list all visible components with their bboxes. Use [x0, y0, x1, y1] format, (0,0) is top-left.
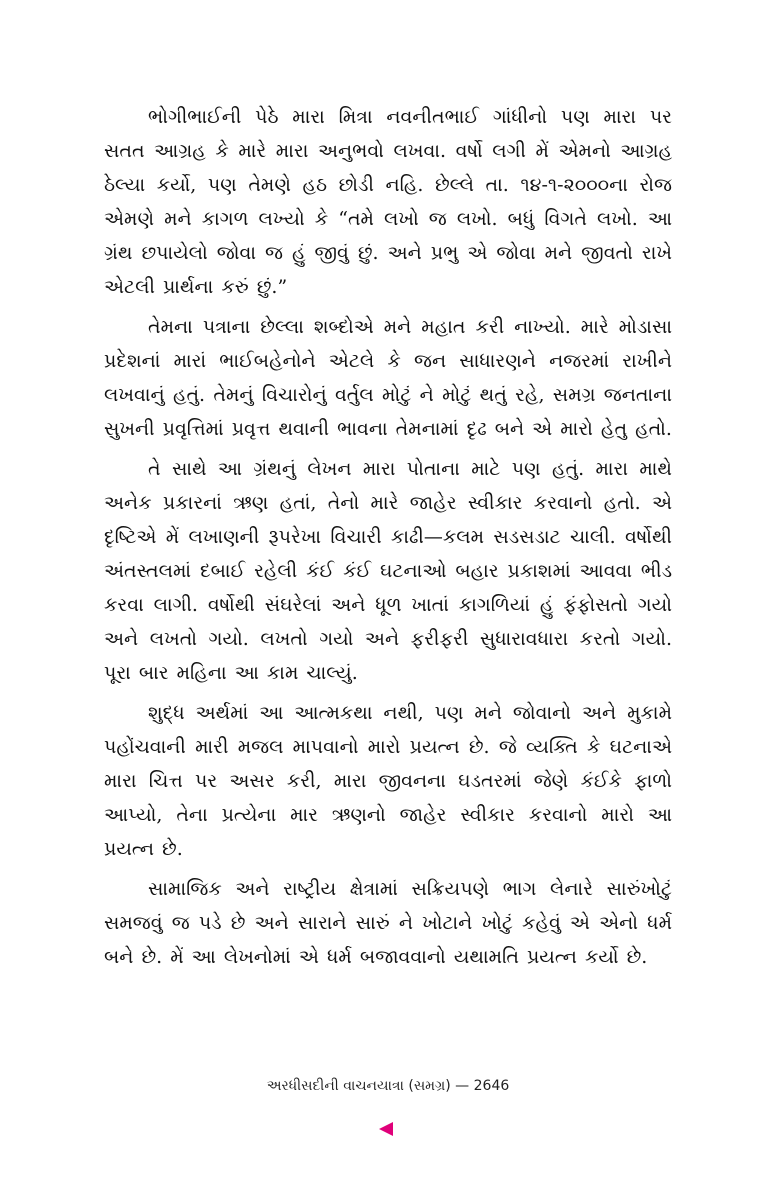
paragraph-1: ભોગીભાઈની પેઠે મારા મિત્રા નવનીતભાઈ ગાંધીનો પણ મારા પર સતત આગ્રહ કે મારે મારા અનુભવો લખવા. વર્ષો લગી મેં એમનો આગ્રહ ઠેલ્યા કર્યો, પણ તેમણે હઠ છોડી નહિ. છેલ્લે તા. ૧૪-૧-૨૦૦૦ના રોજ એમણે મને કાગળ લખ્યો કે “તમે લખો જ લખો. બધું વિગતે લખો. આ ગ્રંથ છપાયેલો જોવા જ હું જીવું છું. અને પ્રભુ એ જોવા મને જીવતો રાખે એટલી પ્રાર્થના કરું છું.” — [104, 106, 672, 298]
paragraph-3: તે સાથે આ ગ્રંથનું લેખન મારા પોતાના માટે પણ હતું. મારા માથે અનેક પ્રકારનાં ઋણ હતાં, તેનો મારે જાહેર સ્વીકાર કરવાનો હતો. એ દૃષ્ટિએ મેં લખાણની રૂપરેખા વિચારી કાઢી—કલમ સડસડાટ ચાલી. વર્ષોથી અંતસ્તલમાં દબાઈ રહેલી કંઈ કંઈ ઘટનાઓ બહાર પ્રકાશમાં આવવા ભીડ કરવા લાગી. વર્ષોથી સંઘરેલાં અને ધૂળ ખાતાં કાગળિયાં હું ફંફોસતો ગયો અને લખતો ગયો. લખતો ગયો અને ફરીફરી સુધારાવધારા કરતો ગયો. પૂરા બાર મહિના આ કામ ચાલ્યું. — [104, 458, 672, 684]
page-footer: અરધીસદીની વાચનયાત્રા (સમગ્ર) — 2646 — [266, 1078, 510, 1094]
page-body — [104, 100, 672, 980]
paragraph-5: સામાજિક અને રાષ્ટ્રીય ક્ષેત્રામાં સક્રિયપણે ભાગ લેનારે સારુંખોટું સમજવું જ પડે છે અને સારાને સારું ને ખોટાને ખોટું કહેવું એ એનો ધર્મ બને છે. મેં આ લેખનોમાં એ ધર્મ બજાવવાનો યથામતિ પ્રયત્ન કર્યો છે. — [104, 878, 672, 968]
paragraph-4: શુદ્ધ અર્થમાં આ આત્મકથા નથી, પણ મને જોવાનો અને મુકામે પહોંચવાની મારી મજલ માપવાનો મારો પ્રયત્ન છે. જે વ્યક્તિ કે ઘટનાએ મારા ચિત્ત પર અસર કરી, મારા જીવનના ઘડતરમાં જેણે કંઈકે ફાળો આપ્યો, તેના પ્રત્યેના માર ઋણનો જાહેર સ્વીકાર કરવાનો મારો આ પ્રયત્ન છે. — [104, 702, 672, 860]
paragraph-2: તેમના પત્રાના છેલ્લા શબ્દોએ મને મહાત કરી નાખ્યો. મારે મોડાસા પ્રદેશનાં મારાં ભાઈબહેનોને એટલે કે જન સાધારણને નજરમાં રાખીને લખવાનું હતું. તેમનું વિચારોનું વર્તુલ મોટું ને મોટું થતું રહે, સમગ્ર જનતાના સુખની પ્રવૃત્તિમાં પ્રવૃત્ત થવાની ભાવના તેમનામાં દૃઢ બને એ મારો હેતુ હતો. — [104, 316, 672, 440]
previous-page-arrow-icon[interactable] — [379, 1122, 393, 1136]
